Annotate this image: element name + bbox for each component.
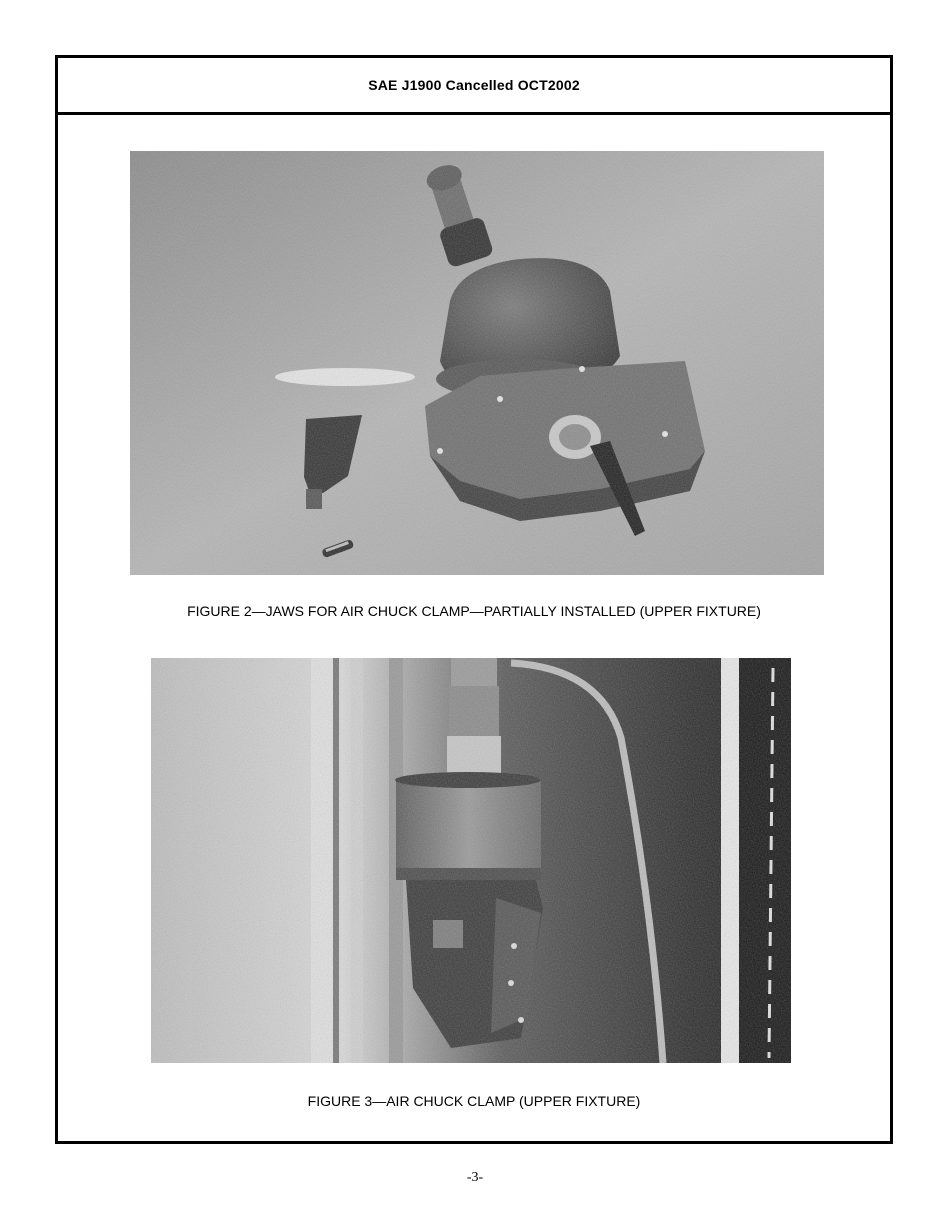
- figure-2-photo: [130, 151, 824, 575]
- document-title: SAE J1900 Cancelled OCT2002: [368, 77, 580, 93]
- figure-2-caption: FIGURE 2—JAWS FOR AIR CHUCK CLAMP—PARTIALLY INSTALLED (UPPER FIXTURE): [187, 603, 761, 619]
- page-number: -3-: [466, 1170, 484, 1185]
- figure-3-caption: FIGURE 3—AIR CHUCK CLAMP (UPPER FIXTURE): [307, 1093, 641, 1109]
- page-frame: [55, 55, 893, 1144]
- figure-2-image: [130, 151, 824, 575]
- page-header: [58, 58, 890, 115]
- figure-3-image: [151, 658, 791, 1063]
- figure-3-photo: [151, 658, 791, 1063]
